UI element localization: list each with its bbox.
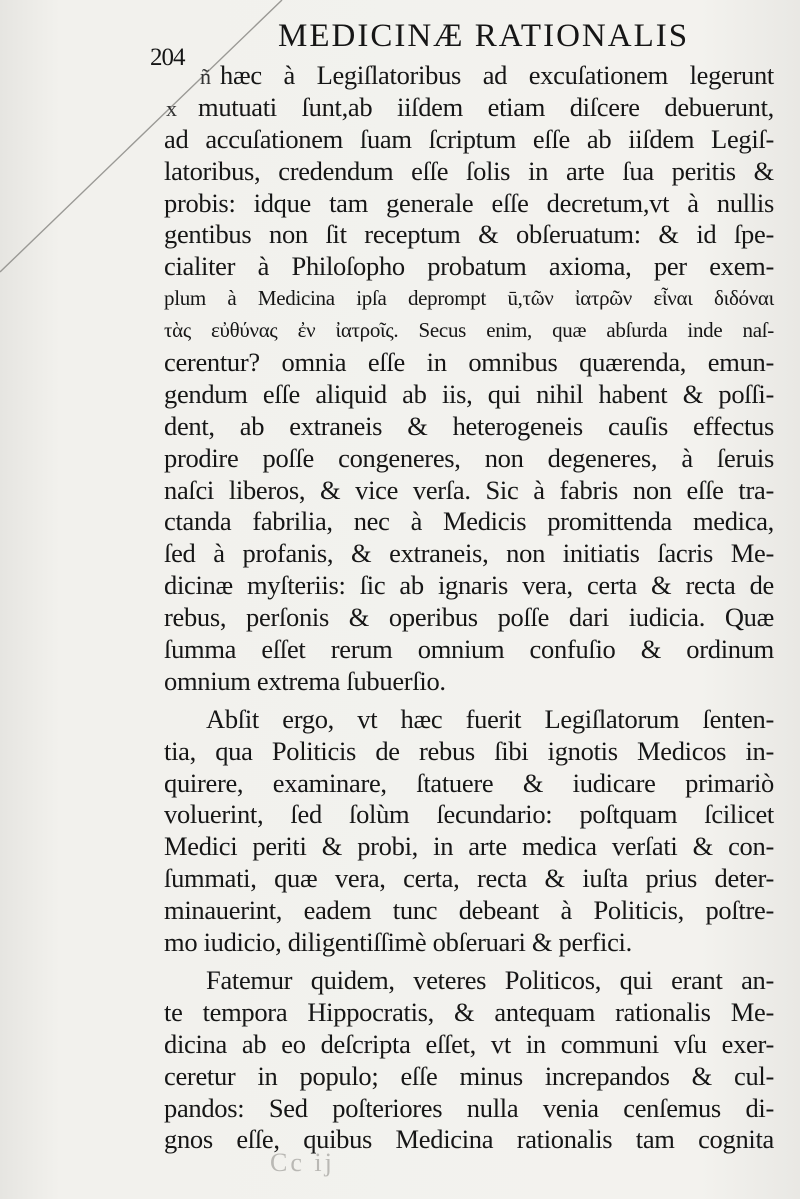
page-title: MEDICINÆ RATIONALIS	[278, 18, 690, 54]
text-line: latoribus, credendum eſſe ſolis in arte ſua peritis &	[164, 155, 774, 186]
text-line: Fatemur quidem, veteres Politicos, qui erant an-	[206, 964, 774, 995]
text-line: probis: idque tam generale eſſe decretum,vt à nullis	[164, 187, 774, 218]
text-line: ſed à profanis, & extraneis, non initiatis ſacris Me-	[164, 538, 774, 569]
text-line: omnium extrema ſubuerſio.	[164, 665, 446, 696]
text-line: pandos: Sed poſteriores nulla venia cenſemus di-	[164, 1092, 774, 1123]
text-line: gnos eſſe, quibus Medicina rationalis tam cognita	[164, 1124, 774, 1155]
text-line: voluerint, ſed ſolùm ſecundario: poſtquam ſcilicet	[164, 799, 774, 830]
text-line: prodire poſſe congeneres, non degeneres, à ſeruis	[164, 442, 774, 473]
text-line: mo iudicio, diligentiſſimè obſeruari & perfici.	[164, 927, 632, 958]
text-line: ad accuſationem ſuam ſcriptum eſſe ab iiſdem Legiſ-	[164, 123, 774, 154]
text-line: gendum eſſe aliquid ab iis, qui nihil habent & poſſi-	[164, 378, 774, 409]
text-line: cialiter à Philoſopho probatum axioma, per exem-	[164, 251, 774, 282]
text-line: rebus, perſonis & operibus poſſe dari iudicia. Quæ	[164, 602, 774, 633]
body-text	[164, 60, 774, 1156]
text-line: minauerint, eadem tunc debeant à Politicis, poſtre-	[164, 895, 774, 926]
page-number: 204	[150, 44, 185, 71]
text-line: τὰς εὐθύνας ἐν ἰατροῖς. Secus enim, quæ abſurda inde naſ-	[164, 318, 774, 343]
text-line: ſumma eſſet rerum omnium confuſio & ordinum	[164, 634, 774, 665]
text-line: te tempora Hippocratis, & antequam rationalis Me-	[164, 996, 774, 1027]
text-line: dicinæ myſteriis: ſic ab ignaris vera, certa & recta de	[164, 570, 774, 601]
text-line: ſummati, quæ vera, certa, recta & iuſta prius deter-	[164, 863, 774, 894]
text-line: hæc à Legiſlatoribus ad excuſationem legerunt	[220, 60, 774, 90]
text-line: plum à Medicina ipſa deprompt ū,τῶν ἰατρῶν εἶναι διδόναι	[164, 286, 774, 311]
text-line: dent, ab extraneis & heterogeneis cauſis effectus	[164, 410, 774, 441]
signature-mark: Cc ij	[270, 1148, 335, 1177]
text-line: Abſit ergo, vt hæc fuerit Legiſlatorum ſenten-	[206, 703, 774, 734]
marginal-mark: ñ	[200, 64, 211, 89]
running-head	[150, 18, 770, 71]
text-line: gentibus non ſit receptum & obſeruatum: & id ſpe-	[164, 219, 774, 250]
text-line: tia, qua Politicis de rebus ſibi ignotis Medicos in-	[164, 735, 774, 766]
marginal-mark: x	[166, 96, 177, 121]
text-line: dicina ab eo deſcripta eſſet, vt in communi vſu exer-	[164, 1028, 774, 1059]
text-line: ctanda fabrilia, nec à Medicis promittenda medica,	[164, 506, 774, 537]
text-line: cerentur? omnia eſſe in omnibus quærenda, emun-	[164, 347, 774, 378]
text-line: Medici periti & probi, in arte medica verſati & con-	[164, 831, 774, 862]
text-line: mutuati ſunt,ab iiſdem etiam diſcere debuerunt,	[198, 91, 774, 122]
text-line: ceretur in populo; eſſe minus increpandos & cul-	[164, 1060, 774, 1091]
text-line: quirere, examinare, ſtatuere & iudicare primariò	[164, 767, 774, 798]
text-line: naſci liberos, & vice verſa. Sic à fabris non eſſe tra-	[164, 474, 774, 505]
